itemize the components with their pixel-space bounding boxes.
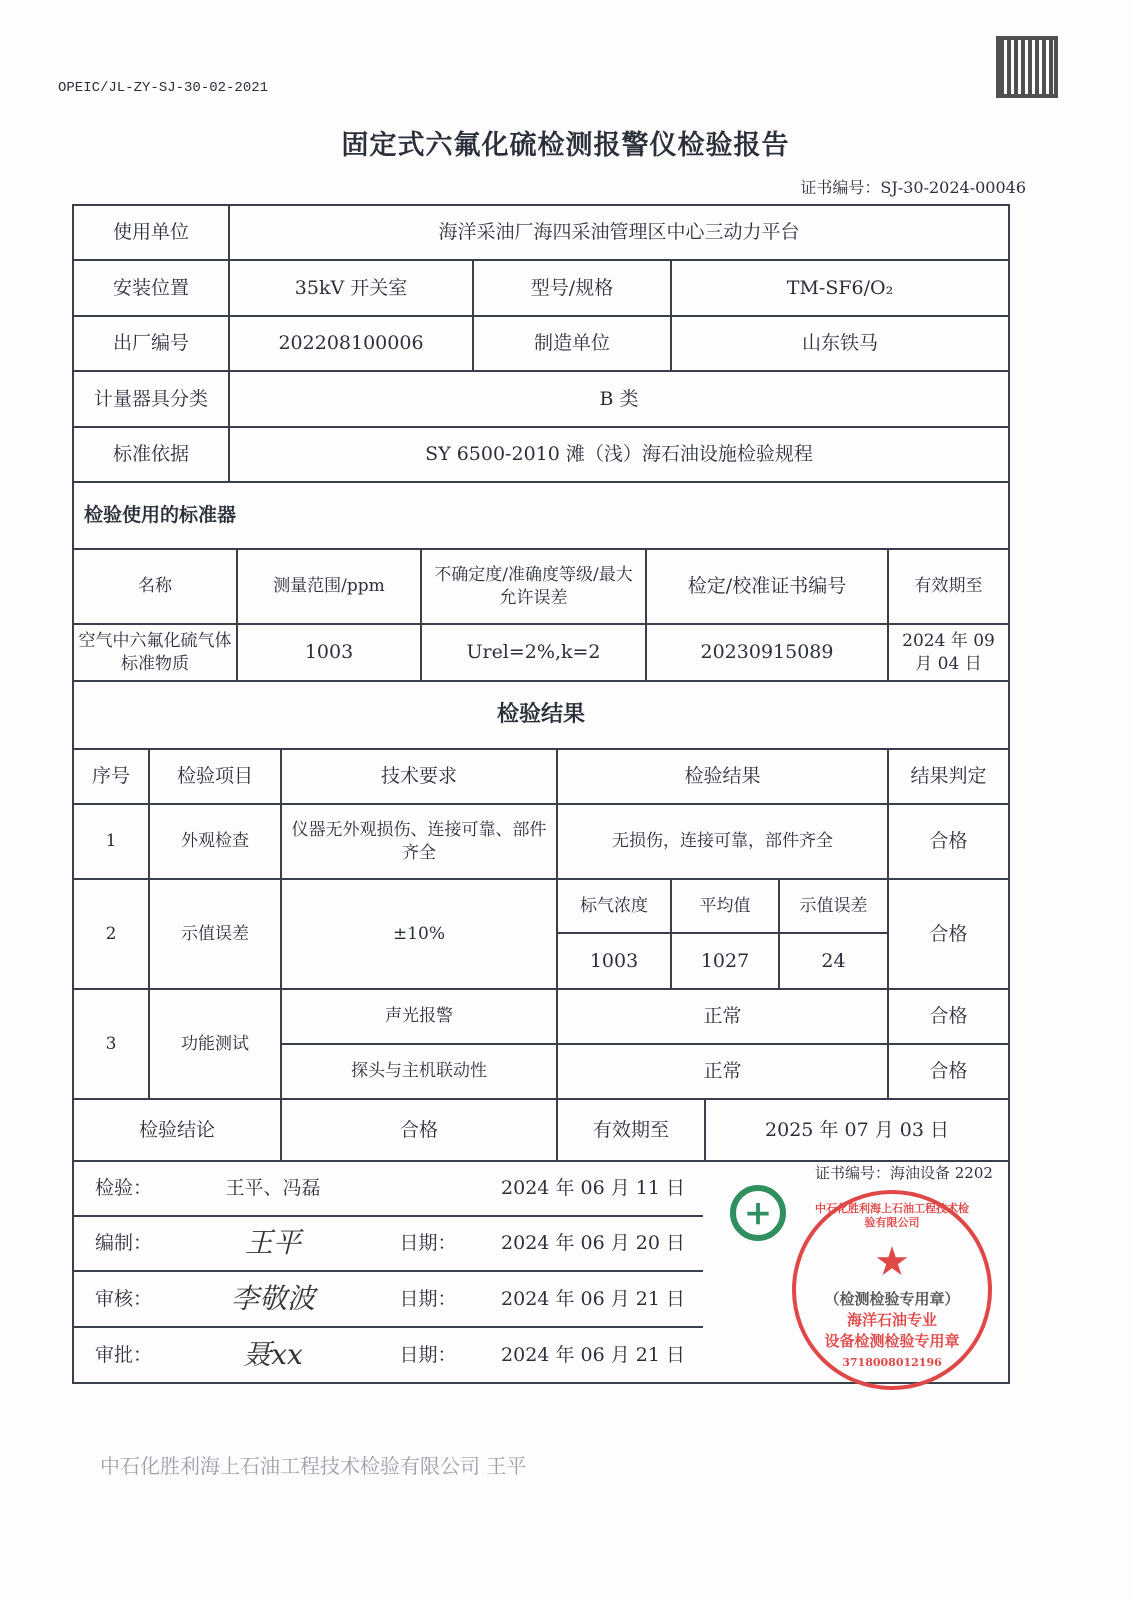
- requirement: 探头与主机联动性: [281, 1044, 557, 1099]
- conclusion-value: 合格: [281, 1099, 557, 1161]
- certificate-number: 证书编号：SJ-30-2024-00046: [800, 178, 1026, 197]
- result: 无损伤，连接可靠，部件齐全: [557, 804, 888, 879]
- label: 制造单位: [473, 316, 671, 371]
- th: 测量范围/ppm: [237, 549, 421, 624]
- label: 安装位置: [73, 260, 229, 316]
- requirement: ±10%: [281, 879, 557, 989]
- safety-cross-logo-icon: +: [730, 1185, 786, 1241]
- valid-date: 2025 年 07 月 03 日: [705, 1099, 1009, 1161]
- label: 日期：: [373, 1327, 483, 1383]
- th: 检验项目: [149, 749, 281, 804]
- results-table: [72, 748, 1010, 1100]
- std-range: 1003: [237, 624, 421, 681]
- requirement: 声光报警: [281, 989, 557, 1044]
- th: 检验结果: [557, 749, 888, 804]
- approve-date: 2024 年 06 月 21 日: [483, 1327, 703, 1383]
- location: 35kV 开关室: [229, 260, 473, 316]
- reviewer-signature: 李敬波: [173, 1271, 373, 1327]
- th: 有效期至: [888, 549, 1009, 624]
- watermark: 中石化胜利海上石油工程技术检验有限公司 王平: [100, 1454, 527, 1478]
- label: 使用单位: [73, 205, 229, 260]
- requirement: 仪器无外观损伤、连接可靠、部件齐全: [281, 804, 557, 879]
- stamp-cert-number: 证书编号：海油设备 2202: [815, 1164, 993, 1182]
- seal-ring-text: 中石化胜利海上石油工程技术检验有限公司: [815, 1202, 969, 1229]
- seal-text: 海洋石油专业: [846, 1311, 937, 1329]
- result: 正常: [557, 1044, 888, 1099]
- verdict: 合格: [888, 989, 1009, 1044]
- row-no: 1: [73, 804, 149, 879]
- item: 功能测试: [149, 989, 281, 1099]
- official-seal: [792, 1190, 992, 1390]
- label: 日期：: [373, 1216, 483, 1271]
- result: 正常: [557, 989, 888, 1044]
- approver-signature: 聂xx: [173, 1327, 373, 1383]
- std-name: 空气中六氟化硫气体标准物质: [73, 624, 237, 681]
- sub-value: 1027: [671, 933, 779, 989]
- inspect-date: 2024 年 06 月 11 日: [483, 1161, 703, 1216]
- document-code: OPEIC/JL-ZY-SJ-30-02-2021: [58, 80, 269, 96]
- label: 计量器具分类: [73, 371, 229, 427]
- label: 审批：: [73, 1327, 173, 1383]
- conclusion-table: [72, 1098, 1010, 1162]
- standard: SY 6500-2010 滩（浅）海石油设施检验规程: [229, 427, 1009, 482]
- inspectors: 王平、冯磊: [173, 1161, 373, 1216]
- report-title: 固定式六氟化硫检测报警仪检验报告: [341, 130, 790, 161]
- compiler-signature: 王平: [173, 1216, 373, 1271]
- sub-th: 平均值: [671, 879, 779, 933]
- th: 不确定度/准确度等级/最大允许误差: [421, 549, 646, 624]
- seal-number: 3718008012196: [842, 1356, 942, 1369]
- th: 技术要求: [281, 749, 557, 804]
- seal-text: 设备检测检验专用章: [824, 1332, 960, 1350]
- maker: 山东铁马: [671, 316, 1009, 371]
- valid-label: 有效期至: [557, 1099, 705, 1161]
- th: 检定/校准证书编号: [646, 549, 888, 624]
- th: 序号: [73, 749, 149, 804]
- label: 标准依据: [73, 427, 229, 482]
- seal-text: （检测检验专用章）: [824, 1290, 960, 1308]
- label: 编制：: [73, 1216, 173, 1271]
- item: 示值误差: [149, 879, 281, 989]
- sub-th: 示值误差: [779, 879, 888, 933]
- std-uncertainty: Urel=2%,k=2: [421, 624, 646, 681]
- label: 出厂编号: [73, 316, 229, 371]
- std-valid: 2024 年 09 月 04 日: [888, 624, 1009, 681]
- compile-date: 2024 年 06 月 20 日: [483, 1216, 703, 1271]
- class: B 类: [229, 371, 1009, 427]
- label: 检验：: [73, 1161, 173, 1216]
- standards-table: [72, 548, 1010, 750]
- row-no: 3: [73, 989, 149, 1099]
- label: 审核：: [73, 1271, 173, 1327]
- user-unit: 海洋采油厂海四采油管理区中心三动力平台: [229, 205, 1009, 260]
- model: TM-SF6/O₂: [671, 260, 1009, 316]
- th: 名称: [73, 549, 237, 624]
- sub-th: 标气浓度: [557, 879, 671, 933]
- info-table: [72, 204, 1010, 550]
- verdict: 合格: [888, 804, 1009, 879]
- row-no: 2: [73, 879, 149, 989]
- sub-value: 1003: [557, 933, 671, 989]
- label: 型号/规格: [473, 260, 671, 316]
- item: 外观检查: [149, 804, 281, 879]
- verdict: 合格: [888, 1044, 1009, 1099]
- star-icon: ★: [874, 1239, 910, 1285]
- verdict: 合格: [888, 879, 1009, 989]
- standards-heading: 检验使用的标准器: [73, 482, 1009, 549]
- conclusion-label: 检验结论: [73, 1099, 281, 1161]
- label: 日期：: [373, 1271, 483, 1327]
- sub-value: 24: [779, 933, 888, 989]
- qr-code-icon: [996, 36, 1058, 98]
- th: 结果判定: [888, 749, 1009, 804]
- std-cert: 20230915089: [646, 624, 888, 681]
- results-heading: 检验结果: [73, 681, 1009, 749]
- serial: 202208100006: [229, 316, 473, 371]
- review-date: 2024 年 06 月 21 日: [483, 1271, 703, 1327]
